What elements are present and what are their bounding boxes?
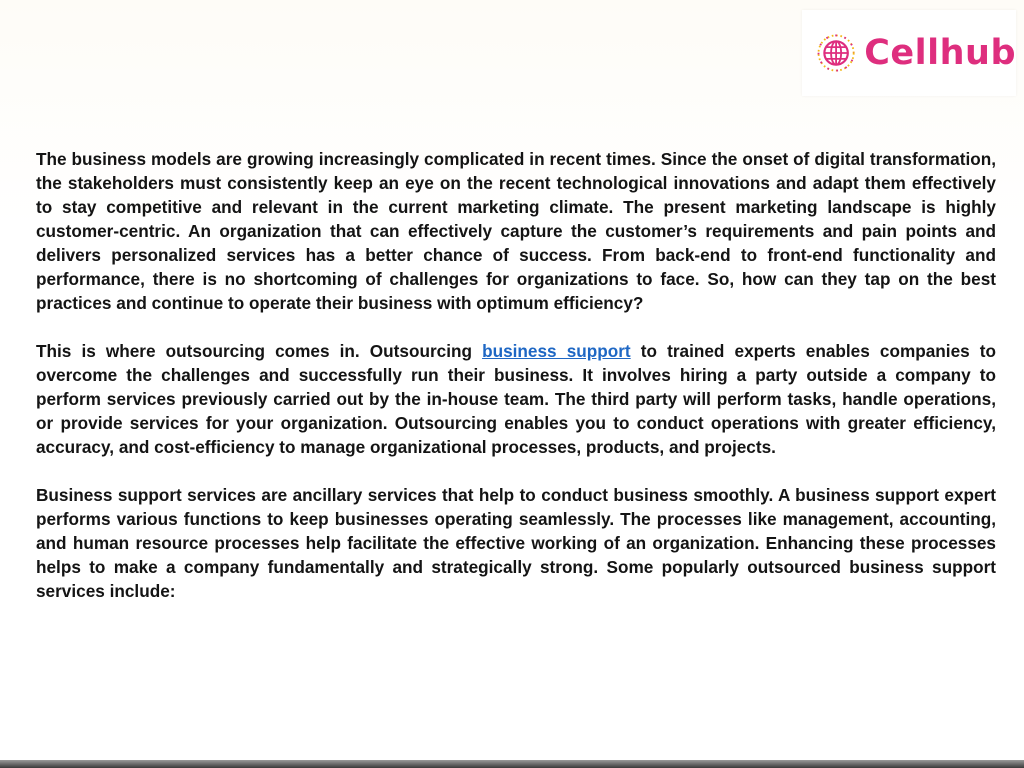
paragraph-intro: The business models are growing increasingly complicated in recent times. Since the onset of digital transformation, the stakeholders must consistently keep an eye on the recent technological innovations and adapt them effectively to stay competitive and relevant in the current marketing climate. The present marketing landscape is highly customer-centric. An organization that can effectively capture the customer’s requirements and pain points and delivers personalized services has a better chance of success. From back-end to front-end functionality and performance, there is no shortcoming of challenges for organizations to face. So, how can they tap on the best practices and continue to operate their business with optimum efficiency? — [36, 149, 996, 313]
bottom-border-bar — [0, 760, 1024, 768]
company-logo — [802, 10, 1016, 96]
paragraph-services: Business support services are ancillary services that help to conduct business smoothly. A business support expert performs various functions to keep businesses operating seamlessly. The processes like management, accounting, and human resource processes help facilitate the effective working of an organization. Enhancing these processes helps to make a company fundamentally and strategically strong. Some popularly outsourced business support services include: — [36, 485, 996, 601]
globe-icon — [816, 29, 856, 77]
paragraph-outsourcing-text-end: to trained experts enables companies to overcome the challenges and successfully run their business. It involves hiring a party outside a company to perform services previously carried out by the in-house team. The third party will perform tasks, handle operations, or provide services for your organization. Outsourcing enables you to conduct operations with greater efficiency, accuracy, and cost-efficiency to manage organizational processes, products, and projects. — [36, 341, 997, 457]
article-body — [36, 147, 996, 627]
paragraph-outsourcing-text-start: This is where outsourcing comes in. Outsourcing — [36, 341, 483, 361]
business-support-link[interactable]: business support — [482, 341, 631, 361]
brand-name: Cellhub — [864, 32, 1016, 73]
paragraph-outsourcing — [36, 339, 996, 459]
